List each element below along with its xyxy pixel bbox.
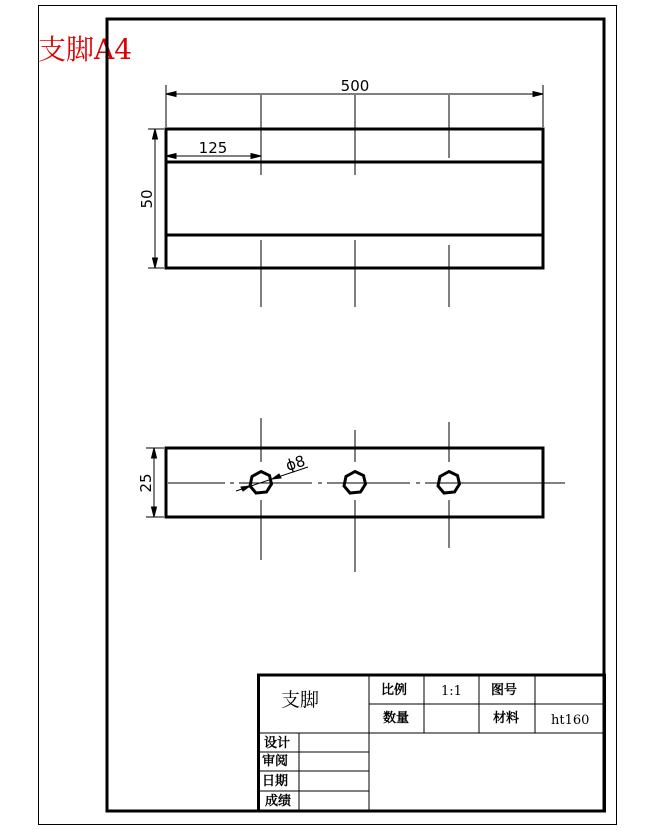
scale-value: 1:1 (441, 684, 462, 699)
hole (438, 472, 460, 494)
dimension-hole-text: ϕ8 (283, 451, 308, 475)
quantity-label: 数量 (383, 711, 410, 726)
drawing-number-label: 图号 (491, 683, 518, 698)
part-name: 支脚 (281, 689, 320, 711)
material-label: 材料 (493, 711, 520, 726)
material-value: ht160 (551, 713, 590, 728)
dimension-length-text: 500 (340, 77, 370, 95)
drawing-title: 支脚A4 (38, 33, 133, 66)
grade-label: 成绩 (265, 794, 292, 809)
dimension-thickness-text: 25 (137, 473, 155, 493)
scale-label: 比例 (381, 683, 408, 698)
date-label: 日期 (262, 774, 289, 789)
hole (344, 472, 366, 494)
top-view (166, 418, 565, 572)
designer-label: 设计 (264, 736, 291, 751)
front-view (166, 95, 543, 307)
reviewer-label: 审阅 (262, 754, 289, 769)
dimension-segment-text: 125 (198, 139, 228, 157)
dimension-height-text: 50 (138, 189, 156, 209)
